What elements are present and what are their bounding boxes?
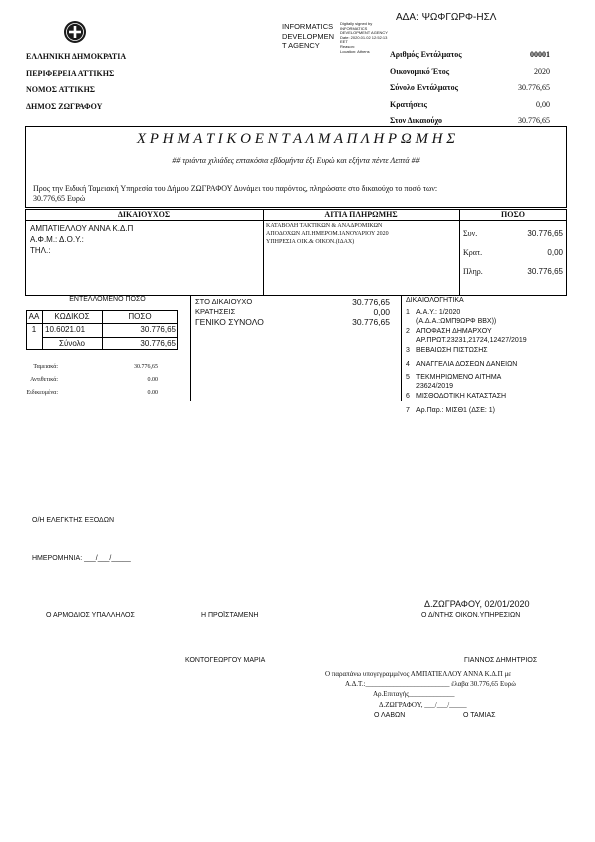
issuer-block: ΕΛΛΗΝΙΚΗ ΔΗΜΟΚΡΑΤΙΑ ΠΕΡΙΦΕΡΕΙΑ ΑΤΤΙΚΗΣ ΝΟΜΟΣ ΑΤΤΙΚΗΣ ΔΗΜΟΣ ΖΩΓΡΑΦΟΥ xyxy=(26,52,127,111)
ada-code: ΑΔΑ: ΨΩΦΓΩΡΦ-ΗΣΛ xyxy=(396,12,497,23)
receipt-line-1: Ο παραπάνω υπογεγραμμένος ΑΜΠΑΤΙΕΛΛΟΥ ΑΝΝΑ Κ.Δ.Π με xyxy=(325,670,512,678)
instruction-line-1: Προς την Ειδική Ταμειακή Υπηρεσία του Δήμου ΖΩΓΡΑΦΟΥ Δυνάμει του παρόντος, πληρώσατε στο δικαιούχο το ποσό των: xyxy=(33,184,438,193)
row-amount: 30.776,65 xyxy=(140,325,176,334)
sign-title-director: Ο Δ/ΝΤΗΣ ΟΙΚΟΝ.ΥΠΗΡΕΣΙΩΝ xyxy=(421,612,521,619)
sign-name-head: ΚΟΝΤΟΓΕΩΡΓΟΥ ΜΑΡΙΑ xyxy=(185,657,266,664)
sign-title-head: Η ΠΡΟΪΣΤΑΜΕΝΗ xyxy=(201,612,259,619)
amount-in-words: ## τριάντα χιλιάδες επτακόσια εβδομήντα έξι Ευρώ και εξήντα πέντε Λεπτά ## xyxy=(172,156,420,165)
col-amount: ΠΟΣΟ xyxy=(128,312,152,321)
header-reason: ΑΙΤΙΑ ΠΛΗΡΩΜΗΣ xyxy=(324,210,398,219)
greek-emblem-icon xyxy=(63,20,87,44)
docs-list: 1 Α.Α.Υ.: 1/2020 (Α.Δ.Α.:ΩΜΠ9ΩΡΦ ΒΒΧ)) 2 ΑΠΟΦΑΣΗ ΔΗΜΑΡΧΟΥ ΑΡ.ΠΡΩΤ.23231,21724,12427/2019 3 ΒΕΒΑΙΩΣΗ ΠΙΣΤΩΣΗΣ 4 ΑΝΑΓΓΕΛΙΑ ΔΟΣΕΩΝ ΔΑΝΕΙΩΝ 5 ΤΕΚΜΗΡΙΩΜΕΝΟ ΑΙΤΗΜΑ 23624/2019 6 ΜΙΣΘΟΔΟΤΙΚΗ ΚΑΤΑΣΤΑΣΗ 7 Αρ.Παρ.: ΜΙΣΘ1 (ΔΣΕ: 1) xyxy=(406,309,527,414)
audit-date-line: ΗΜΕΡΟΜΗΝΙΑ: ___/___/_____ xyxy=(32,555,131,562)
col-code: ΚΩΔΙΚΟΣ xyxy=(54,312,90,321)
beneficiary-name: ΑΜΠΑΤΙΕΛΛΟΥ ΑΝΝΑ Κ.Δ.Π xyxy=(30,224,134,233)
instruction-line-2: 30.776,65 Ευρώ xyxy=(33,194,86,203)
auditor-label: Ο/Η ΕΛΕΓΚΤΗΣ ΕΞΟΔΩΝ xyxy=(32,517,115,524)
total-amount: 30.776,65 xyxy=(140,339,176,348)
beneficiary-phone: ΤΗΛ.: xyxy=(30,246,51,255)
digital-signature-note: Digitally signed by INFORMATICS DEVELOPMENT AGENCY Date: 2020.01.02 12:52:13 EET Reason: Location: Athens xyxy=(340,21,388,54)
header-beneficiary: ΔΙΚΑΙΟΥΧΟΣ xyxy=(117,210,171,219)
place-date: Δ.ΖΩΓΡΑΦΟΥ, 02/01/2020 xyxy=(424,599,530,609)
engaged-title: ΕΝΤΕΛΛΟΜΕΝΟ ΠΟΣΟ xyxy=(69,296,146,303)
sign-title-clerk: Ο ΑΡΜΟΔΙΟΣ ΥΠΑΛΛΗΛΟΣ xyxy=(46,612,135,619)
totals-list: ΣΤΟ ΔΙΚΑΙΟΥΧΟ 30.776,65 ΚΡΑΤΗΣΕΙΣ 0,00 ΓΕΝΙΚΟ ΣΥΝΟΛΟ 30.776,65 xyxy=(195,297,390,327)
order-meta: Αριθμός Εντάλματος 00001 Οικονομικό Έτος 2020 Σύνολο Εντάλματος 30.776,65 Κρατήσεις 0,00 Στον Δικαιούχο 30.776,65 xyxy=(390,50,550,125)
amount-breakdown: Συν. 30.776,65 Κρατ. 0,00 Πληρ. 30.776,65 xyxy=(463,229,563,276)
row-code: 10.6021.01 xyxy=(45,325,86,334)
summary-list: Ταμειακά: 30.776,65 Αντιθετικά: 0.00 Ειδικευμένα: 0.00 xyxy=(26,364,158,396)
header-amount: ΠΟΣΟ xyxy=(501,210,525,219)
docs-title: ΔΙΚΑΙΟΛΟΓΗΤΙΚΑ xyxy=(406,297,464,304)
beneficiary-afm: Α.Φ.Μ.: Δ.Ο.Υ.: xyxy=(30,235,84,244)
sign-name-director: ΓΙΑΝΝΟΣ ΔΗΜΗΤΡΙΟΣ xyxy=(464,657,538,664)
document-title: Χ Ρ Η Μ Α Τ Ι Κ Ο Ε Ν Τ Α Λ Μ Α Π Λ Η Ρ Ω Μ Η Σ xyxy=(136,131,456,147)
beneficiary-details xyxy=(30,223,133,256)
cashier-label: Ο ΤΑΜΙΑΣ xyxy=(463,712,496,719)
receipt-cheque: Αρ.Επιταγής_____________ xyxy=(373,690,455,698)
total-label: Σύνολο xyxy=(59,339,85,348)
receipt-place-date: Δ.ΖΩΓΡΑΦΟΥ, ___/___/_____ xyxy=(379,701,467,709)
agency-name: INFORMATICS DEVELOPMEN T AGENCY xyxy=(282,22,335,50)
receiver-label: Ο ΛΑΒΩΝ xyxy=(374,712,406,719)
col-aa: ΑΑ xyxy=(28,312,40,321)
payment-reason: ΚΑΤΑΒΟΛΗ ΤΑΚΤΙΚΩΝ & ΑΝΑΔΡΟΜΙΚΩΝ ΑΠΟΔΟΧΩΝ ΑΠ.ΗΜΕΡΟΜ.ΙΑΝΟΥΑΡΙΟΥ 2020 ΥΠΗΡΕΣΙΑ ΟΙΚ.& ΟΙΚΟΝ.(ΙΔΑΧ) xyxy=(266,223,389,245)
row-aa: 1 xyxy=(31,325,37,334)
receipt-line-2: Α.Δ.Τ.:________________________ έλαβα 30.776,65 Ευρώ xyxy=(345,680,516,688)
